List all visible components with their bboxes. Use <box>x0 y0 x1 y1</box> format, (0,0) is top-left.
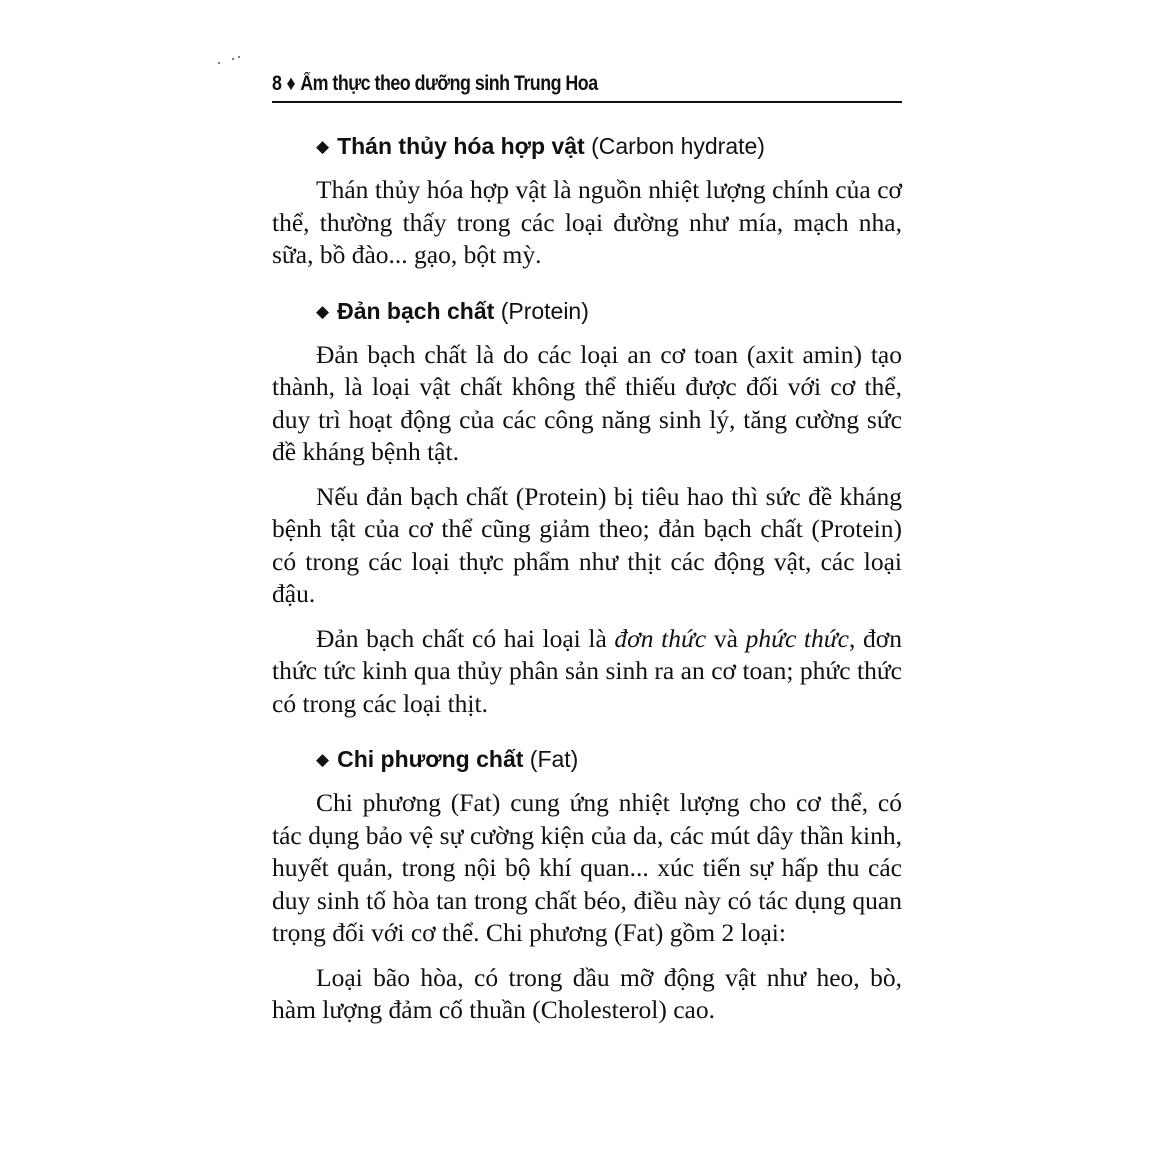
section-heading-protein <box>316 298 902 325</box>
text-run: và <box>706 623 746 653</box>
heading-gloss: (Fat) <box>529 746 579 772</box>
paragraph-with-italics <box>272 623 902 721</box>
heading-term: Chi phương chất <box>337 746 524 772</box>
section-heading-carbohydrate <box>316 133 902 160</box>
heading-gloss: (Protein) <box>500 297 589 324</box>
page-number: 8 <box>272 72 282 95</box>
scan-speck <box>218 62 220 64</box>
paragraph: Nếu đản bạch chất (Protein) bị tiêu hao thì sức đề kháng bệnh tật của cơ thể cũng giảm theo; đản bạch chất (Protein) có trong các loại thực phẩm như thịt các động vật, các loại đậu. <box>272 481 902 608</box>
paragraph: Chi phương (Fat) cung ứng nhiệt lượng cho cơ thể, có tác dụng bảo vệ sự cường kiện của da, các mút dây thần kinh, huyết quản, trong nội bộ khí quan... xúc tiến sự hấp thu các duy sinh tố hòa tan trong chất béo, điều này có tác dụng quan trọng đối với cơ thể. Chi phương (Fat) gồm 2 loại: <box>272 788 902 947</box>
header-separator-icon: ♦ <box>286 72 296 95</box>
italic-term: phức thức <box>745 623 849 653</box>
book-page <box>272 72 902 1027</box>
diamond-bullet-icon: ◆ <box>316 750 330 769</box>
text-run: , đơn thức tức kinh qua thủy phân sản sinh ra an cơ toan; phức thức có trong các loại thịt. <box>272 623 902 718</box>
paragraph: Loại bão hòa, có trong dầu mỡ động vật như heo, bò, hàm lượng đảm cố thuần (Cholesterol) cao. <box>272 962 902 1024</box>
italic-term: đơn thức <box>614 623 707 653</box>
header-rule <box>272 101 902 103</box>
diamond-bullet-icon: ◆ <box>316 301 330 321</box>
scan-speck <box>238 56 240 58</box>
paragraph: Thán thủy hóa hợp vật là nguồn nhiệt lượng chính của cơ thể, thường thấy trong các loại đường như mía, mạch nha, sữa, bồ đào... gạo, bột mỳ. <box>272 175 902 269</box>
heading-gloss: (Carbon hydrate) <box>591 133 765 159</box>
scan-speck <box>232 58 234 60</box>
paragraph: Đản bạch chất là do các loại an cơ toan (axit amin) tạo thành, là loại vật chất không thể thiếu được đối với cơ thể, duy trì hoạt động của các công năng sinh lý, tăng cường sức đề kháng bệnh tật. <box>272 339 902 466</box>
heading-term: Đản bạch chất <box>337 297 495 324</box>
diamond-bullet-icon: ◆ <box>316 137 330 156</box>
heading-term: Thán thủy hóa hợp vật <box>337 133 585 159</box>
text-run: Đản bạch chất có hai loại là <box>316 623 615 653</box>
book-title: Ẩm thực theo dưỡng sinh Trung Hoa <box>300 72 598 95</box>
running-header <box>272 72 808 100</box>
section-heading-fat <box>316 746 902 773</box>
